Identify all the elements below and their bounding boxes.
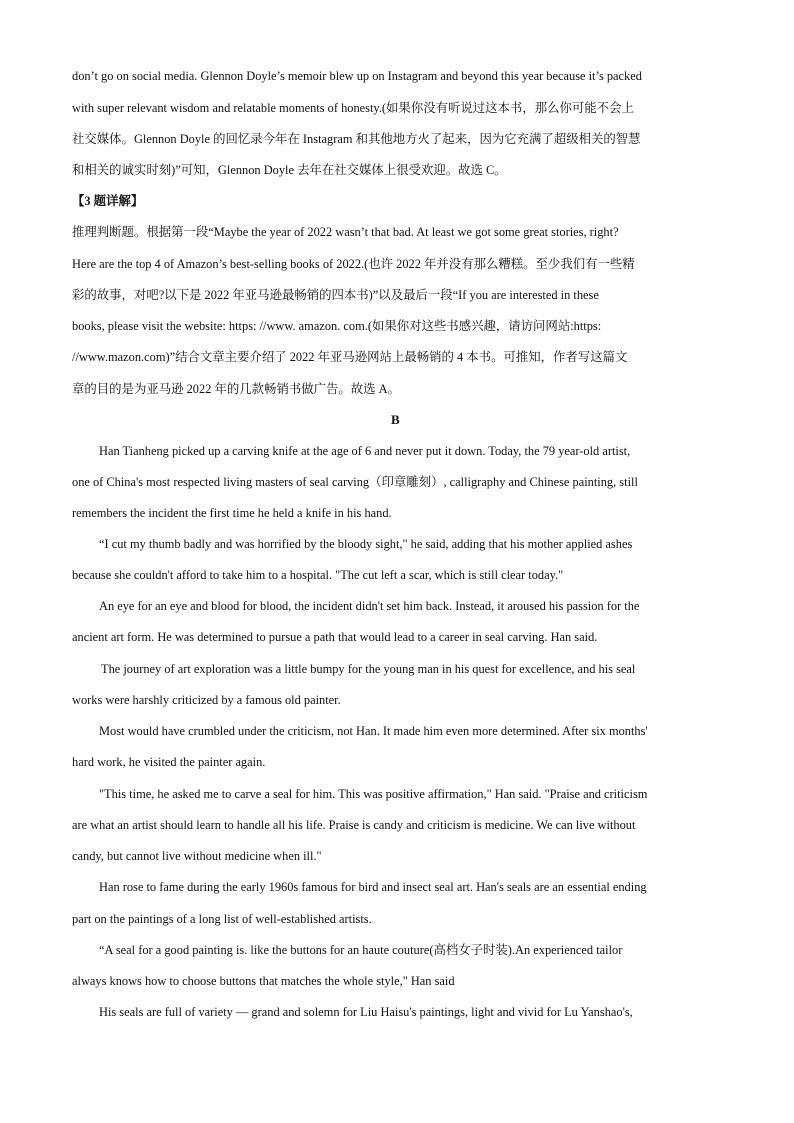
passage-line: remembers the incident the first time he held a knife in his hand. xyxy=(72,506,392,520)
passage-line: “A seal for a good painting is. like the buttons for an haute couture(高档女子时装).An experienced tailor xyxy=(99,943,623,957)
analysis-line: with super relevant wisdom and relatable moments of honesty.(如果你没有听说过这本书，那么你可能不会上 xyxy=(72,101,634,115)
analysis-line: Here are the top 4 of Amazon’s best-selling books of 2022.(也许 2022 年并没有那么糟糕。至少我们有一些精 xyxy=(72,257,635,271)
passage-line: "This time, he asked me to carve a seal for him. This was positive affirmation," Han said. "Praise and criticism xyxy=(99,787,648,801)
passage-line: works were harshly criticized by a famous old painter. xyxy=(72,693,341,707)
passage-line: Han rose to fame during the early 1960s famous for bird and insect seal art. Han's seals are an essential ending xyxy=(99,880,647,894)
passage-line: one of China's most respected living masters of seal carving（印章雕刻）, calligraphy and Chinese painting, still xyxy=(72,475,638,489)
passage-line: always knows how to choose buttons that matches the whole style," Han said xyxy=(72,974,455,988)
analysis-line: don’t go on social media. Glennon Doyle’s memoir blew up on Instagram and beyond this year because it’s packed xyxy=(72,69,642,83)
passage-line: Most would have crumbled under the criticism, not Han. It made him even more determined. After six months' xyxy=(99,724,648,738)
section-title: B xyxy=(391,412,400,427)
passage-line: part on the paintings of a long list of well-established artists. xyxy=(72,912,372,926)
passage-line: An eye for an eye and blood for blood, the incident didn't set him back. Instead, it aroused his passion for the xyxy=(99,599,640,613)
passage-line: ancient art form. He was determined to pursue a path that would lead to a career in seal carving. Han said. xyxy=(72,630,598,644)
analysis-line: //www.mazon.com)”结合文章主要介绍了 2022 年亚马逊网站上最畅销的 4 本书。可推知，作者写这篇文 xyxy=(72,350,628,364)
passage-line: candy, but cannot live without medicine when ill." xyxy=(72,849,322,863)
analysis-line: 推理判断题。根据第一段“Maybe the year of 2022 wasn’t that bad. At least we got some great stories, right? xyxy=(72,225,619,239)
analysis-line: 章的目的是为亚马逊 2022 年的几款畅销书做广告。故选 A。 xyxy=(72,382,401,396)
passage-line: His seals are full of variety — grand and solemn for Liu Haisu's paintings, light and vivid for Lu Yanshao's, xyxy=(99,1005,633,1019)
passage-line: because she couldn't afford to take him to a hospital. "The cut left a scar, which is still clear today." xyxy=(72,568,564,582)
passage-line: “I cut my thumb badly and was horrified by the bloody sight," he said, adding that his mother applied ashes xyxy=(99,537,633,551)
question-3-heading: 【3 题详解】 xyxy=(72,194,144,208)
passage-line: hard work, he visited the painter again. xyxy=(72,755,266,769)
passage-line: Han Tianheng picked up a carving knife at the age of 6 and never put it down. Today, the 79 year-old artist, xyxy=(99,444,631,458)
analysis-line: books, please visit the website: https: //www. amazon. com.(如果你对这些书感兴趣，请访问网站:https: xyxy=(72,319,602,333)
analysis-line: 彩的故事，对吧?以下是 2022 年亚马逊最畅销的四本书)”以及最后一段“If you are interested in these xyxy=(72,288,599,302)
analysis-line: 和相关的诚实时刻)”可知，Glennon Doyle 去年在社交媒体上很受欢迎。故选 C。 xyxy=(72,163,507,177)
passage-line: The journey of art exploration was a little bumpy for the young man in his quest for excellence, and his seal xyxy=(101,662,636,676)
analysis-line: 社交媒体。Glennon Doyle 的回忆录今年在 Instagram 和其他地方火了起来，因为它充满了超级相关的智慧 xyxy=(72,132,641,146)
passage-line: are what an artist should learn to handle all his life. Praise is candy and criticism is medicine. We can live without xyxy=(72,818,636,832)
